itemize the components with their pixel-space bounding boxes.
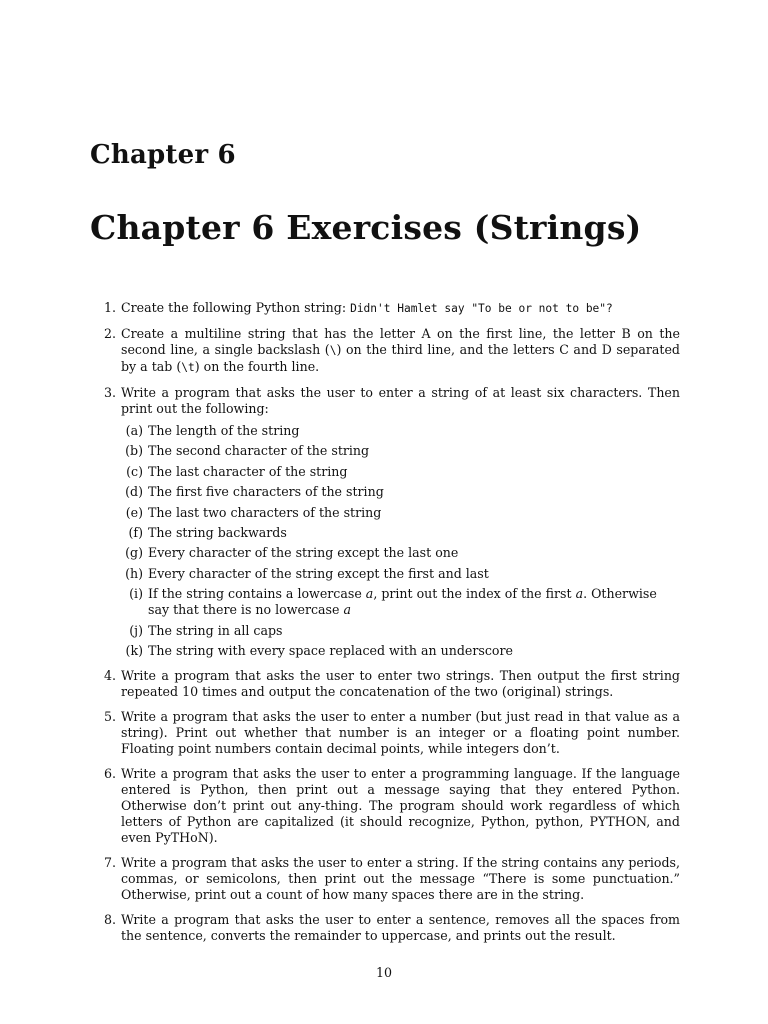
exercise-text: Write a program that asks the user to enter a string. If the string contains any periods, commas, or semicolons, then print out the message “There is some punctuation.” Otherwise, print out a count of how many spaces there are in the string. <box>121 854 680 902</box>
exercise-text: Write a program that asks the user to enter a sentence, removes all the spaces from the sentence, converts the remainder to uppercase, and prints out the result. <box>121 911 680 943</box>
sub-item-j <box>121 623 680 639</box>
exercise-text-part: Create the following Python string: <box>121 300 351 315</box>
sub-item-g <box>121 545 680 561</box>
code-backslash: \ <box>329 344 337 357</box>
sub-item-text: The string backwards <box>148 524 287 540</box>
exercise-text: Write a program that asks the user to enter a number (but just read in that value as a string). Print out whether that number is an integer or a floating point number. Floating point numbers contain decimal points, while integers don’t. <box>121 708 680 756</box>
exercise-text: Write a program that asks the user to enter a string of at least six characters. Then print out the following: <box>121 385 680 416</box>
exercise-number: 2. <box>104 326 117 341</box>
italic-letter: a <box>343 602 351 618</box>
exercise-3 <box>90 385 680 659</box>
sub-item-letter: (f) <box>128 524 143 540</box>
chapter-label: Chapter 6 <box>90 140 236 170</box>
sub-item-text-part: . Otherwise say that there is no lowercase <box>148 586 657 618</box>
sub-item-letter: (i) <box>129 586 143 602</box>
exercise-number: 7. <box>104 854 117 870</box>
exercise-number: 8. <box>104 911 117 927</box>
page-number: 10 <box>375 965 393 980</box>
sub-item-e <box>121 505 680 521</box>
sub-item-letter: (d) <box>125 484 143 500</box>
exercise-1 <box>90 300 680 317</box>
code-tab: \t <box>181 361 195 374</box>
exercise-number: 6. <box>104 765 117 781</box>
sub-item-text: The first five characters of the string <box>148 484 384 500</box>
sub-item-h <box>121 566 680 582</box>
sub-item-text: The string in all caps <box>148 622 283 638</box>
sub-item-c <box>121 464 680 480</box>
exercise-list <box>90 300 680 953</box>
sub-item-f <box>121 525 680 541</box>
sub-item-text-part: If the string contains a lowercase <box>148 586 366 602</box>
sub-item-list <box>121 423 680 659</box>
sub-item-text: The second character of the string <box>148 443 370 459</box>
exercise-number: 1. <box>104 300 117 315</box>
exercise-text-part: ) on the fourth line. <box>194 359 320 374</box>
chapter-title: Chapter 6 Exercises (Strings) <box>90 208 642 247</box>
sub-item-letter: (e) <box>125 504 143 520</box>
sub-item-letter: (c) <box>126 463 143 479</box>
code-snippet: Didn't Hamlet say "To be or not to be"? <box>350 302 613 315</box>
sub-item-i <box>121 586 680 618</box>
sub-item-letter: (a) <box>125 423 143 438</box>
exercise-text <box>121 326 680 376</box>
exercise-text: Write a program that asks the user to enter two strings. Then output the first string repeated 10 times and output the concatenation of the two (original) strings. <box>121 667 680 699</box>
sub-item-letter: (h) <box>125 565 143 581</box>
sub-item-b <box>121 443 680 459</box>
exercise-6 <box>90 766 680 846</box>
exercise-text <box>121 300 680 317</box>
sub-item-text-part: , print out the index of the first <box>373 586 576 602</box>
sub-item-text: The string with every space replaced with an underscore <box>148 642 513 658</box>
sub-item-text <box>148 586 657 617</box>
sub-item-text: Every character of the string except the last one <box>148 545 459 561</box>
sub-item-letter: (j) <box>129 622 143 638</box>
italic-letter: a <box>575 586 584 602</box>
exercise-number: 3. <box>104 385 117 400</box>
exercise-2 <box>90 326 680 376</box>
sub-item-d <box>121 484 680 500</box>
exercise-text-part: ) on the third line, and the letters C and D separated by a tab ( <box>121 342 680 374</box>
exercise-text: Write a program that asks the user to enter a programming language. If the language entered is Python, then print out a message saying that they entered Python. Otherwise don’t print out any-thing. The program should work regardless of which letters of Python are capitalized (it should recognize, Python, python, PYTHON, and even PyTHoN). <box>121 765 680 845</box>
italic-letter: a <box>365 586 374 602</box>
sub-item-text: Every character of the string except the first and last <box>148 565 489 581</box>
exercise-number: 4. <box>104 667 117 683</box>
sub-item-text: The length of the string <box>148 423 300 438</box>
sub-item-text: The last two characters of the string <box>148 504 382 520</box>
exercise-4 <box>90 668 680 700</box>
sub-item-k <box>121 643 680 659</box>
sub-item-letter: (g) <box>125 545 143 561</box>
sub-item-letter: (k) <box>125 642 143 658</box>
exercise-8 <box>90 912 680 944</box>
exercise-number: 5. <box>104 708 117 724</box>
exercise-5 <box>90 709 680 757</box>
exercise-text-part: Create a multiline string that has the letter A on the first line, the letter B on the second line, a single backslash ( <box>121 326 680 357</box>
sub-item-a <box>121 423 680 439</box>
exercise-7 <box>90 855 680 903</box>
sub-item-text: The last character of the string <box>148 463 348 479</box>
sub-item-letter: (b) <box>125 443 143 459</box>
